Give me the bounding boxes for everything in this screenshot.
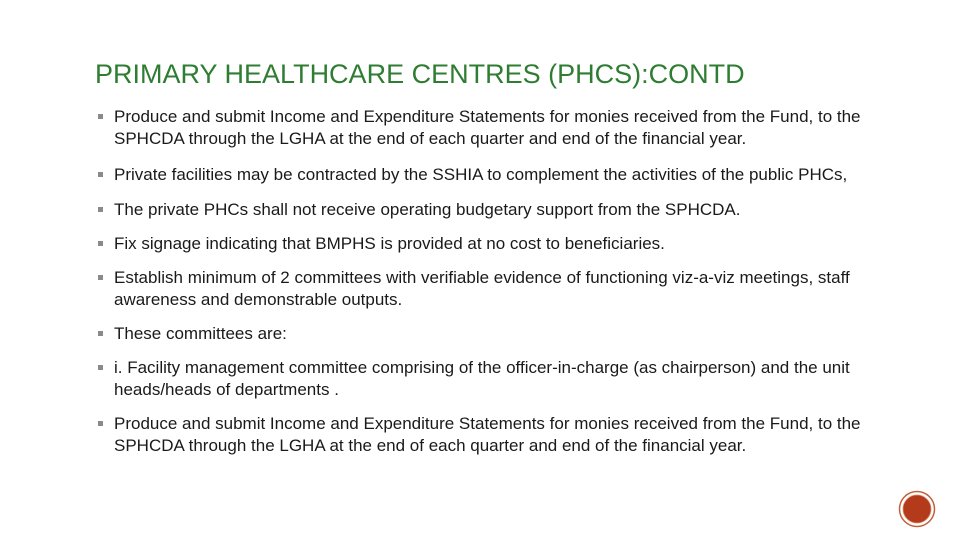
- bullet-list: [98, 106, 898, 457]
- square-bullet-icon: [98, 207, 103, 212]
- bullet-item: [98, 164, 898, 186]
- square-bullet-icon: [98, 331, 103, 336]
- bullet-text: Produce and submit Income and Expenditure Statements for monies received from the Fund, to the SPHCDA through the LGHA at the end of each quarter and end of the financial year.: [114, 107, 861, 148]
- bullet-text: Establish minimum of 2 committees with verifiable evidence of functioning viz-a-viz meetings, staff awareness and demonstrable outputs.: [114, 268, 850, 309]
- slide-title: PRIMARY HEALTHCARE CENTRES (PHCS):CONTD: [95, 59, 745, 89]
- slide-emblem-icon: [898, 490, 936, 528]
- square-bullet-icon: [98, 275, 103, 280]
- square-bullet-icon: [98, 365, 103, 370]
- square-bullet-icon: [98, 421, 103, 426]
- bullet-item: [98, 413, 898, 457]
- bullet-item: [98, 323, 898, 345]
- bullet-item: [98, 106, 898, 150]
- bullet-text: Private facilities may be contracted by the SSHIA to complement the activities of the public PHCs,: [114, 165, 848, 184]
- bullet-item: [98, 267, 898, 311]
- bullet-text: Produce and submit Income and Expenditure Statements for monies received from the Fund, to the SPHCDA through the LGHA at the end of each quarter and end of the financial year.: [114, 414, 861, 455]
- bullet-item: [98, 233, 898, 255]
- bullet-item: [98, 199, 898, 221]
- square-bullet-icon: [98, 241, 103, 246]
- bullet-text: Fix signage indicating that BMPHS is provided at no cost to beneficiaries.: [114, 234, 665, 253]
- bullet-text: The private PHCs shall not receive operating budgetary support from the SPHCDA.: [114, 200, 741, 219]
- bullet-text: These committees are:: [114, 324, 287, 343]
- square-bullet-icon: [98, 114, 103, 119]
- square-bullet-icon: [98, 172, 103, 177]
- bullet-text: i. Facility management committee comprising of the officer-in-charge (as chairperson) and the unit heads/heads of departments .: [114, 358, 850, 399]
- bullet-item: [98, 357, 898, 401]
